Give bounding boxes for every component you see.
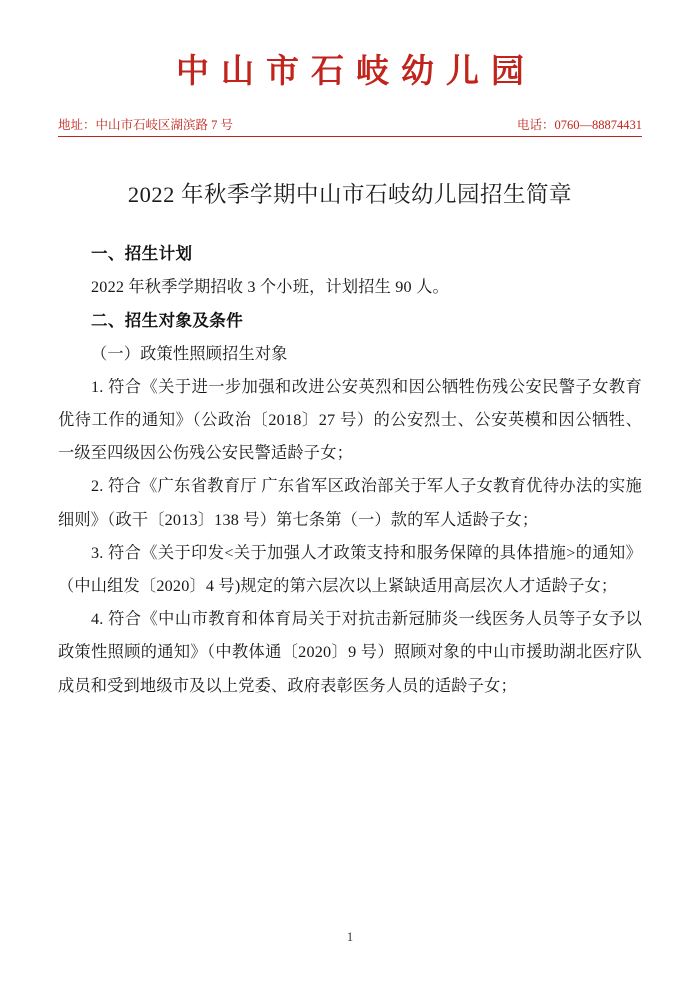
phone-text: 电话：0760—88874431 xyxy=(516,118,642,133)
contact-row xyxy=(58,115,642,136)
paragraph: 2. 符合《广东省教育厅 广东省军区政治部关于军人子女教育优待办法的实施细则》（政干〔2013〕138 号）第七条第（一）款的军人适龄子女； xyxy=(58,477,642,529)
organization-title: 中山市石岐幼儿园 xyxy=(176,54,536,90)
letterhead-divider xyxy=(58,136,642,137)
paragraph: （一）政策性照顾招生对象 xyxy=(91,344,288,363)
paragraph: 4. 符合《中山市教育和体育局关于对抗击新冠肺炎一线医务人员等子女予以政策性照顾的通知》（中教体通〔2020〕9 号）照顾对象的中山市援助湖北医疗队成员和受到地级市及以上党委、政府表彰医务人员的适龄子女； xyxy=(58,610,642,695)
section-heading-admission-plan: 一、招生计划 xyxy=(91,243,193,263)
paragraph: 1. 符合《关于进一步加强和改进公安英烈和因公牺牲伤残公安民警子女教育优待工作的通知》（公政治〔2018〕27 号）的公安烈士、公安英模和因公牺牲、一级至四级因公伤残公安民警适龄子女； xyxy=(58,377,642,463)
document-content xyxy=(58,237,642,703)
document-title: 2022 年秋季学期中山市石岐幼儿园招生简章 xyxy=(127,182,573,208)
letterhead xyxy=(58,0,642,137)
paragraph: 2022 年秋季学期招收 3 个小班，计划招生 90 人。 xyxy=(91,277,449,296)
paragraph: 3. 符合《关于印发<关于加强人才政策支持和服务保障的具体措施>的通知》（中山组发〔2020〕4 号)规定的第六层次以上紧缺适用高层次人才适龄子女； xyxy=(58,543,642,595)
address-text: 地址：中山市石岐区湖滨路 7 号 xyxy=(58,118,234,133)
page-number: 1 xyxy=(346,930,354,944)
section-heading-admission-targets: 二、招生对象及条件 xyxy=(91,310,244,330)
